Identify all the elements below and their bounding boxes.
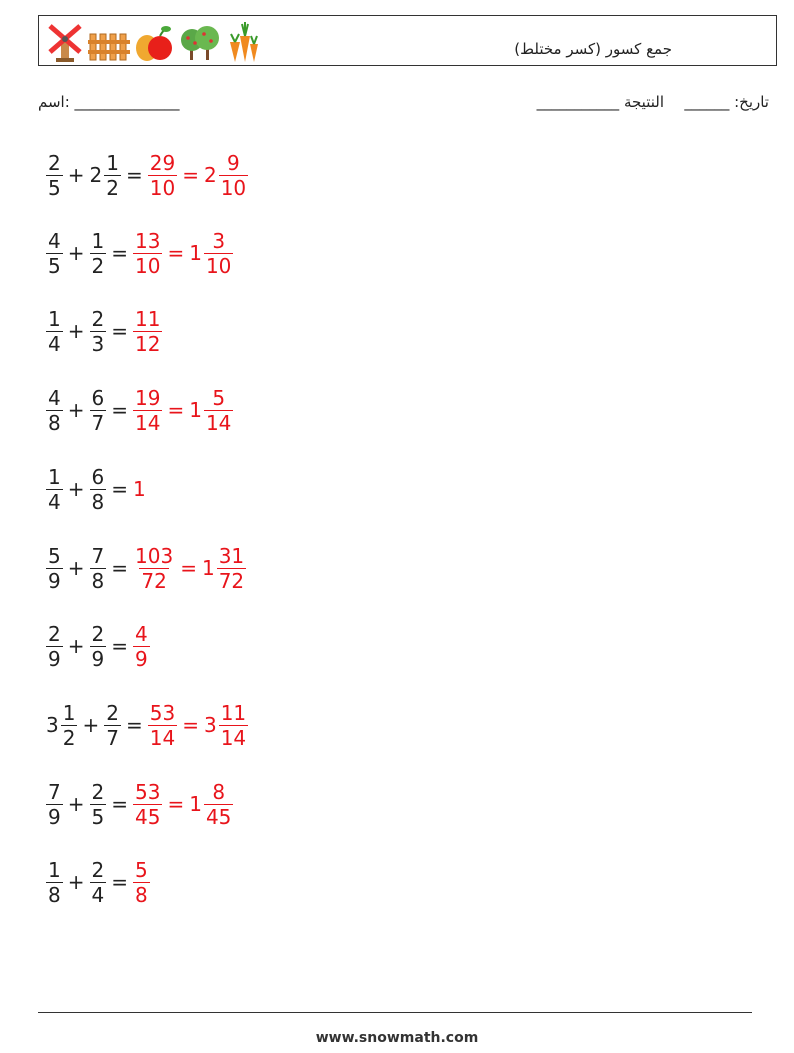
fraction-b-numerator: 2 — [91, 306, 105, 331]
answer-improper — [133, 857, 150, 907]
fraction-a-numerator: 2 — [48, 150, 61, 175]
score-field: ___________ النتيجة — [536, 93, 664, 111]
problem-row — [46, 695, 248, 755]
fraction-a — [46, 306, 63, 356]
answer-mixed-denominator: 72 — [218, 568, 245, 593]
answer-improper-denominator: 9 — [135, 646, 148, 671]
answer-mixed-denominator: 45 — [205, 804, 232, 829]
fraction-b-whole: 2 — [89, 163, 103, 187]
fraction-b-numerator: 2 — [106, 700, 119, 725]
date-field: ______ :تاريخ — [684, 93, 769, 111]
problem-row — [46, 459, 148, 519]
fraction-a-numerator: 1 — [48, 857, 61, 882]
answer-mixed — [204, 228, 233, 278]
fraction-b — [90, 621, 107, 671]
answer-mixed-whole: 1 — [189, 241, 202, 265]
problem-row — [46, 774, 233, 834]
fraction-a-denominator: 9 — [48, 568, 61, 593]
fraction-b-denominator: 3 — [91, 331, 105, 356]
answer-improper-numerator: 53 — [135, 779, 161, 804]
fraction-a — [46, 464, 63, 514]
plus-sign: + — [67, 870, 85, 894]
answer-improper — [148, 700, 177, 750]
header-box — [38, 15, 777, 66]
fraction-b-numerator: 6 — [91, 464, 105, 489]
equals-sign: = — [111, 634, 128, 658]
plus-sign: + — [67, 556, 85, 580]
fraction-a — [46, 621, 63, 671]
answer-improper-denominator: 14 — [149, 725, 176, 750]
answer-improper-denominator: 12 — [135, 331, 161, 356]
fraction-b — [104, 700, 121, 750]
fraction-b-denominator: 7 — [106, 725, 119, 750]
fraction-a-denominator: 8 — [48, 410, 61, 435]
fraction-b — [90, 385, 107, 435]
answer-mixed-numerator: 11 — [220, 700, 247, 725]
fraction-a-denominator: 4 — [48, 331, 61, 356]
answer-improper-numerator: 29 — [149, 150, 176, 175]
fraction-a-denominator: 8 — [48, 882, 61, 907]
fraction-a-whole: 3 — [46, 713, 59, 737]
problem-row — [46, 223, 233, 283]
answer-improper-numerator: 5 — [135, 857, 148, 882]
equals-sign: = — [111, 477, 128, 501]
answer-improper-numerator: 53 — [149, 700, 176, 725]
fraction-b-numerator: 1 — [91, 228, 105, 253]
fraction-b-numerator: 6 — [91, 385, 105, 410]
fraction-a-numerator: 4 — [48, 228, 61, 253]
fraction-a — [46, 150, 63, 200]
answer-whole: 1 — [133, 477, 146, 501]
answer-mixed-denominator: 10 — [205, 253, 232, 278]
fraction-b-denominator: 9 — [91, 646, 105, 671]
answer-improper-numerator: 103 — [135, 543, 174, 568]
answer-improper — [133, 621, 150, 671]
plus-sign: + — [67, 634, 85, 658]
answer-mixed-numerator: 9 — [227, 150, 240, 175]
fraction-b — [104, 150, 121, 200]
plus-sign: + — [67, 792, 85, 816]
equals-sign-answer: = — [182, 713, 199, 737]
fraction-a — [46, 543, 63, 593]
answer-mixed-denominator: 14 — [205, 410, 232, 435]
answer-mixed-numerator: 5 — [212, 385, 226, 410]
answer-improper-numerator: 11 — [135, 306, 161, 331]
fraction-a-numerator: 1 — [62, 700, 76, 725]
fraction-a-denominator: 9 — [48, 804, 61, 829]
problem-row — [46, 852, 150, 912]
answer-mixed-denominator: 14 — [220, 725, 247, 750]
answer-mixed-whole: 1 — [201, 556, 215, 580]
answer-mixed-whole: 3 — [203, 713, 217, 737]
fraction-a-numerator: 7 — [48, 779, 61, 804]
answer-mixed — [219, 150, 248, 200]
equals-sign: = — [111, 398, 128, 422]
fraction-b-denominator: 8 — [91, 489, 105, 514]
fraction-a-denominator: 5 — [48, 175, 61, 200]
problem-row — [46, 616, 150, 676]
windmill-icon — [46, 20, 84, 62]
footer-divider — [38, 1012, 752, 1013]
equals-sign: = — [125, 163, 143, 187]
fruit-icon — [134, 20, 174, 62]
fraction-b-denominator: 4 — [91, 882, 105, 907]
fraction-a — [46, 228, 63, 278]
answer-mixed-denominator: 10 — [220, 175, 247, 200]
fraction-a-denominator: 9 — [48, 646, 61, 671]
worksheet-title: جمع كسور (كسر مختلط) — [514, 40, 672, 58]
answer-improper — [133, 228, 162, 278]
fraction-b-numerator: 1 — [106, 150, 119, 175]
answer-mixed-whole: 2 — [203, 163, 217, 187]
fraction-b — [90, 464, 107, 514]
answer-mixed-numerator: 3 — [212, 228, 226, 253]
carrot-icon — [224, 20, 264, 62]
equals-sign: = — [111, 241, 128, 265]
fraction-a — [46, 779, 63, 829]
fraction-a-numerator: 4 — [48, 385, 61, 410]
answer-mixed — [217, 543, 246, 593]
plus-sign: + — [67, 319, 85, 343]
plus-sign: + — [67, 398, 85, 422]
fence-icon — [88, 20, 130, 62]
fraction-b-denominator: 7 — [91, 410, 105, 435]
equals-sign: = — [125, 713, 143, 737]
answer-improper — [133, 306, 162, 356]
answer-improper-denominator: 10 — [149, 175, 176, 200]
answer-mixed — [204, 385, 233, 435]
answer-improper-numerator: 19 — [135, 385, 161, 410]
equals-sign-answer: = — [167, 398, 185, 422]
answer-improper — [133, 543, 175, 593]
plus-sign: + — [67, 477, 85, 501]
equals-sign: = — [111, 792, 128, 816]
fraction-a-denominator: 4 — [48, 489, 61, 514]
fraction-a-numerator: 1 — [48, 306, 61, 331]
fraction-b-numerator: 2 — [91, 779, 105, 804]
answer-improper — [133, 385, 162, 435]
answer-improper-numerator: 4 — [135, 621, 148, 646]
answer-mixed-numerator: 8 — [212, 779, 226, 804]
fraction-b-denominator: 2 — [91, 253, 105, 278]
footer-url: www.snowmath.com — [315, 1030, 479, 1046]
fraction-a-numerator: 5 — [48, 543, 61, 568]
answer-improper-numerator: 13 — [135, 228, 161, 253]
equals-sign: = — [111, 870, 128, 894]
fraction-a-denominator: 2 — [62, 725, 76, 750]
answer-improper — [148, 150, 177, 200]
fraction-b — [90, 779, 107, 829]
problem-row — [46, 145, 248, 205]
answer-improper — [133, 779, 162, 829]
tree-icon — [178, 20, 220, 62]
fraction-b — [90, 857, 107, 907]
answer-improper-denominator: 45 — [135, 804, 161, 829]
fraction-b-numerator: 2 — [91, 857, 105, 882]
fraction-a — [46, 857, 63, 907]
answer-improper-denominator: 10 — [135, 253, 161, 278]
fraction-b-denominator: 2 — [106, 175, 119, 200]
answer-mixed-whole: 1 — [189, 398, 202, 422]
fraction-a — [46, 385, 63, 435]
answer-mixed-numerator: 31 — [218, 543, 245, 568]
fraction-b-denominator: 5 — [91, 804, 105, 829]
fraction-a-denominator: 5 — [48, 253, 61, 278]
name-field: ______________ :اسم — [38, 93, 180, 111]
equals-sign-answer: = — [182, 163, 199, 187]
problem-row — [46, 380, 233, 440]
answer-improper-denominator: 8 — [135, 882, 148, 907]
equals-sign-answer: = — [167, 241, 185, 265]
equals-sign-answer: = — [167, 792, 185, 816]
plus-sign: + — [67, 241, 85, 265]
fraction-a-numerator: 2 — [48, 621, 61, 646]
plus-sign: + — [82, 713, 100, 737]
fraction-b-numerator: 7 — [91, 543, 105, 568]
fraction-b — [90, 543, 107, 593]
header-icons — [46, 20, 264, 62]
equals-sign: = — [111, 319, 128, 343]
equals-sign-answer: = — [180, 556, 197, 580]
fraction-b-numerator: 2 — [91, 621, 105, 646]
fraction-b — [90, 228, 107, 278]
answer-mixed — [204, 779, 233, 829]
problem-row — [46, 538, 246, 598]
plus-sign: + — [67, 163, 85, 187]
answer-improper-denominator: 14 — [135, 410, 161, 435]
answer-mixed — [219, 700, 248, 750]
fraction-b — [90, 306, 107, 356]
fraction-b-denominator: 8 — [91, 568, 105, 593]
equals-sign: = — [111, 556, 128, 580]
answer-mixed-whole: 1 — [189, 792, 202, 816]
fraction-a — [61, 700, 78, 750]
fraction-a-numerator: 1 — [48, 464, 61, 489]
answer-improper-denominator: 72 — [141, 568, 167, 593]
problem-row — [46, 301, 162, 361]
